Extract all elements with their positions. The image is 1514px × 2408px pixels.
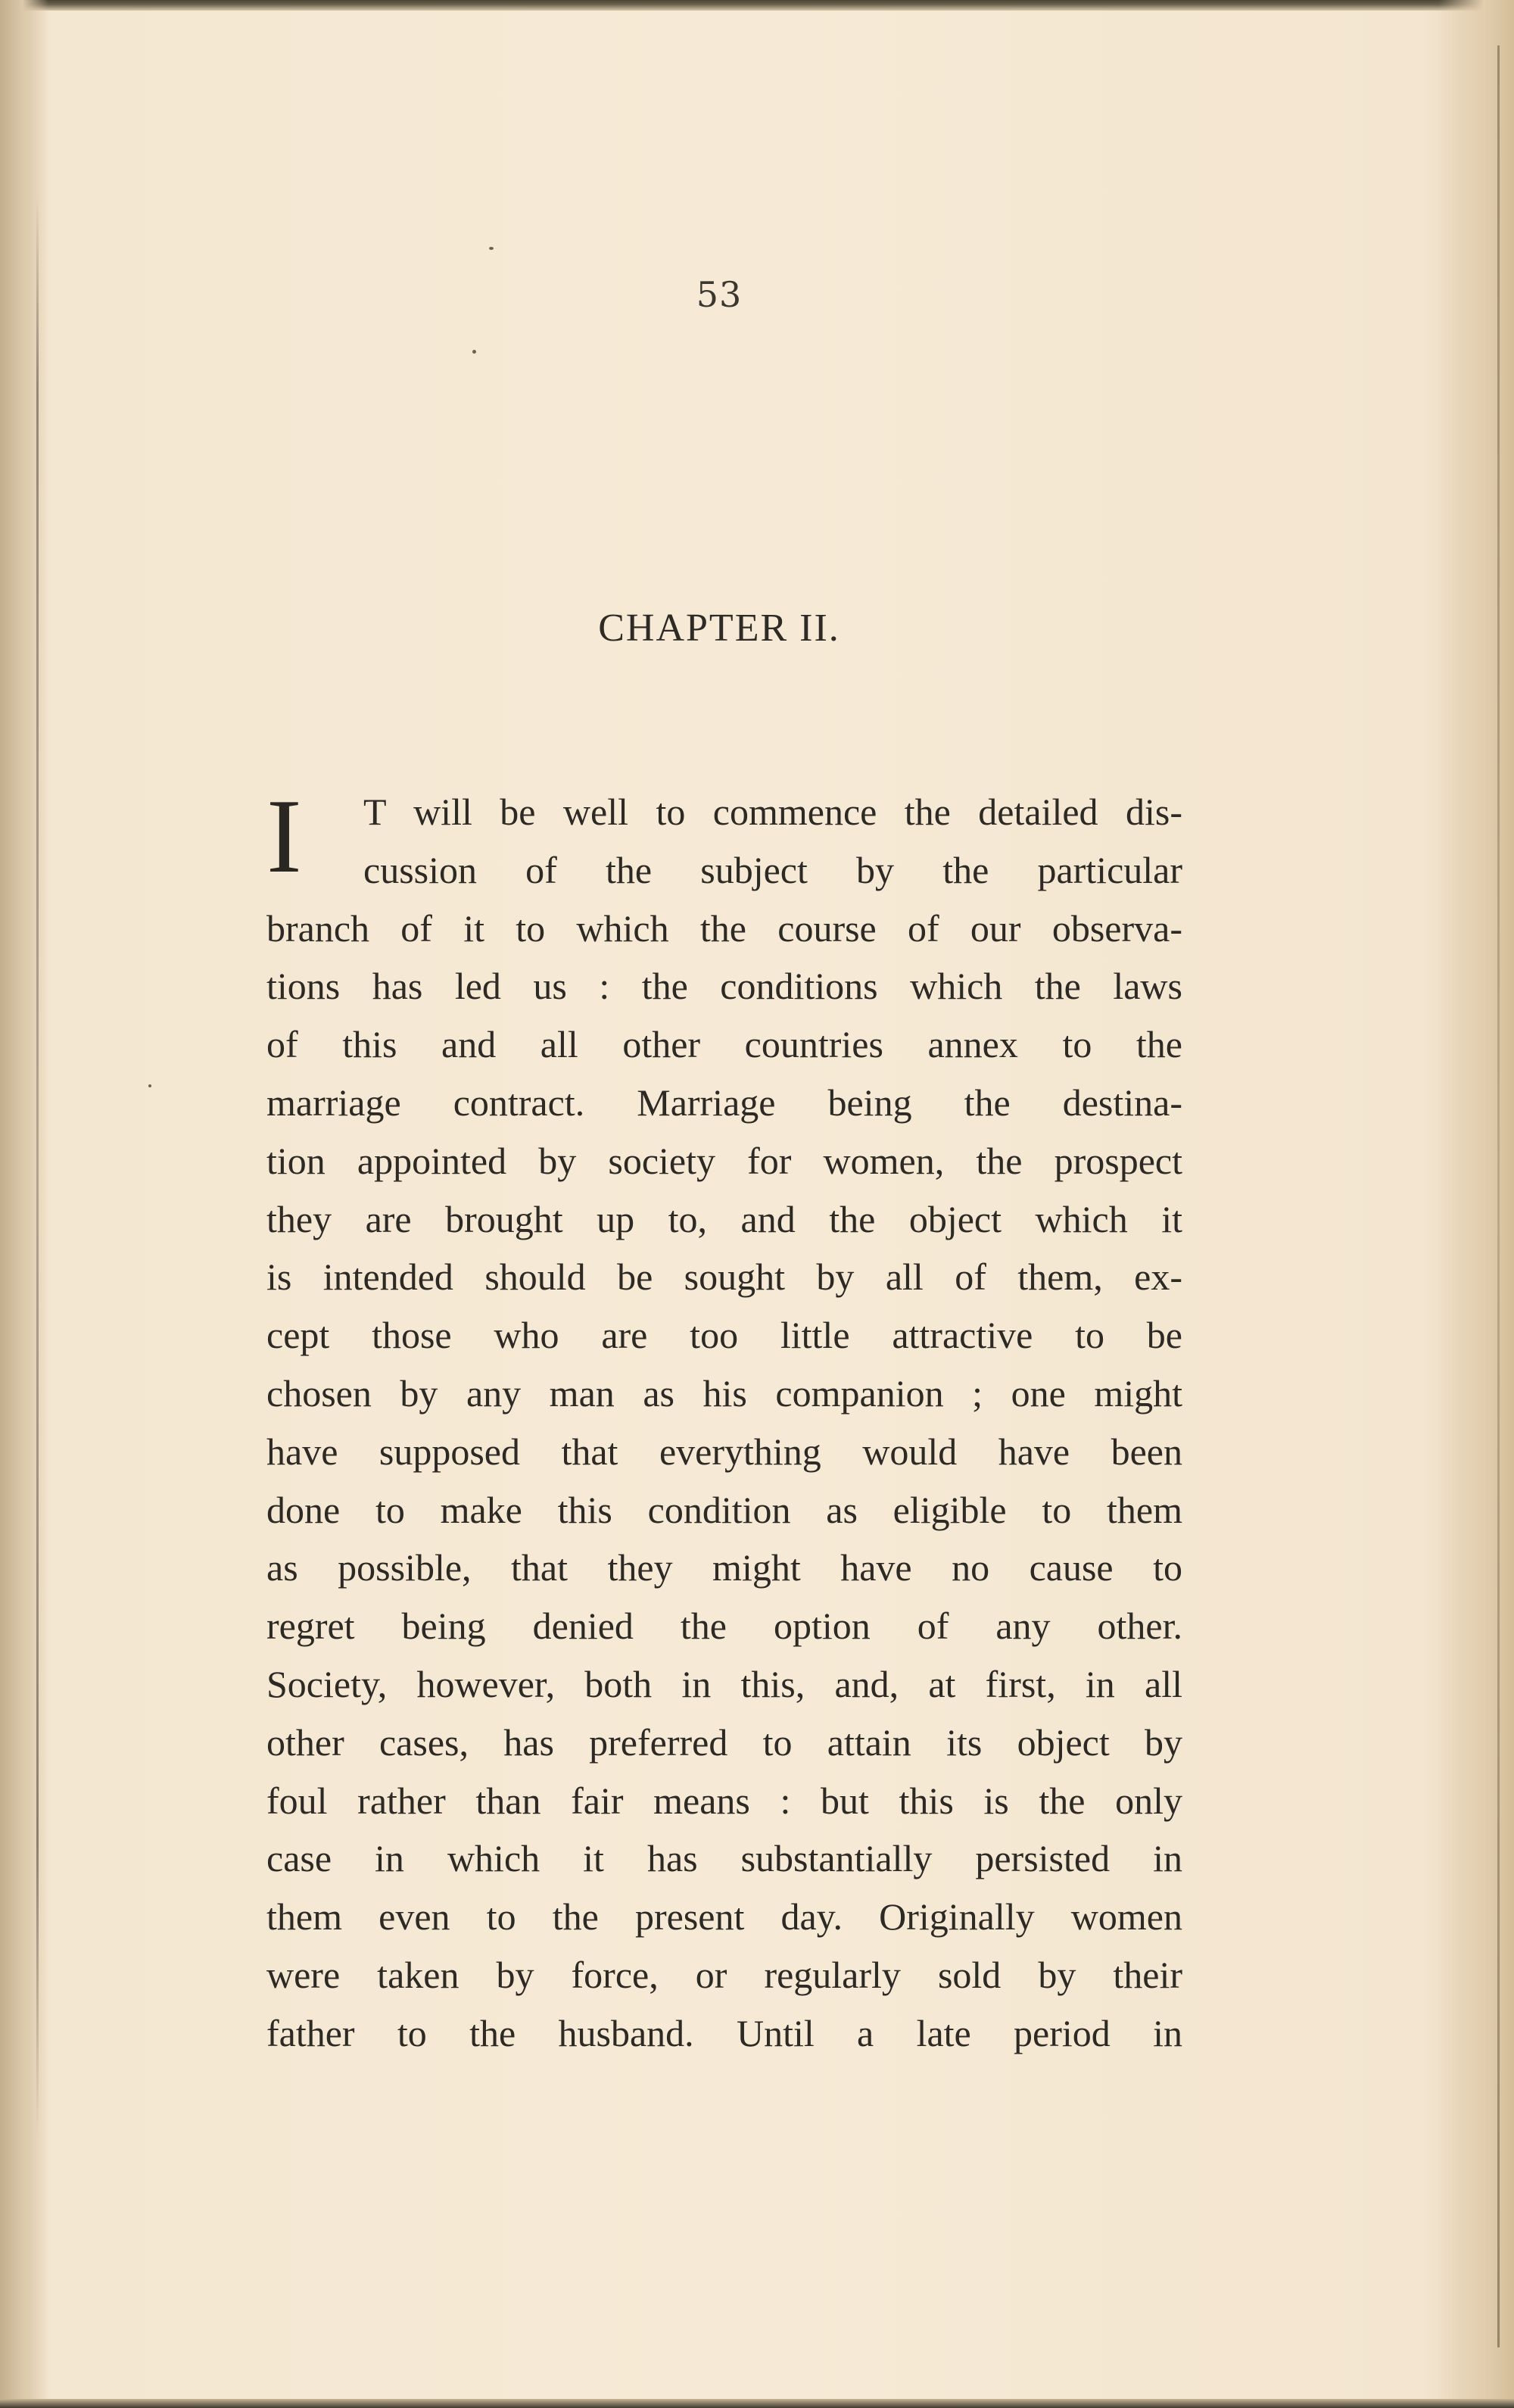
text-line: chosen by any man as his companion ; one might — [266, 1371, 1182, 1415]
text-line: is intended should be sought by all of them, ex- — [266, 1255, 1182, 1299]
page-bottom-edge — [0, 2399, 1514, 2408]
text-line: marriage contract. Marriage being the destina- — [266, 1081, 1182, 1124]
text-line: have supposed that everything would have been — [266, 1430, 1182, 1473]
chapter-heading: CHAPTER II. — [598, 607, 840, 650]
text-line: tion appointed by society for women, the prospect — [266, 1139, 1182, 1182]
text-line: tions has led us : the conditions which the laws — [266, 965, 1182, 1008]
page-top-edge — [0, 0, 1514, 11]
text-line: Society, however, both in this, and, at first, in all — [266, 1662, 1182, 1705]
paper-speck — [148, 1084, 151, 1087]
text-line: as possible, that they might have no cause to — [266, 1546, 1182, 1589]
text-line: of this and all other countries annex to the — [266, 1023, 1182, 1066]
text-line: branch of it to which the course of our observa- — [266, 906, 1182, 950]
page-number: 53 — [696, 274, 743, 315]
paper-speck — [489, 247, 494, 250]
chapter-body-text — [266, 778, 1182, 2063]
page-fore-edge — [1438, 0, 1514, 2408]
text-line: were taken by force, or regularly sold by their — [266, 1953, 1182, 1996]
text-line: T will be well to commence the detailed dis- — [363, 791, 1182, 833]
text-line: cept those who are too little attractive to be — [266, 1314, 1182, 1357]
text-line: done to make this condition as eligible to them — [266, 1488, 1182, 1531]
text-line: foul rather than fair means : but this is the only — [266, 1779, 1182, 1822]
paper-speck — [472, 350, 476, 354]
text-line: father to the husband. Until a late period in — [266, 2011, 1182, 2054]
text-line: them even to the present day. Originally women — [266, 1895, 1182, 1939]
text-line: regret being denied the option of any other. — [266, 1605, 1182, 1648]
text-line: they are brought up to, and the object which it — [266, 1197, 1182, 1240]
drop-cap: I — [266, 778, 302, 895]
text-line: case in which it has substantially persisted in — [266, 1837, 1182, 1880]
page-gutter — [0, 0, 48, 2408]
text-line: cussion of the subject by the particular — [363, 848, 1182, 891]
text-line: other cases, has preferred to attain its object by — [266, 1720, 1182, 1764]
